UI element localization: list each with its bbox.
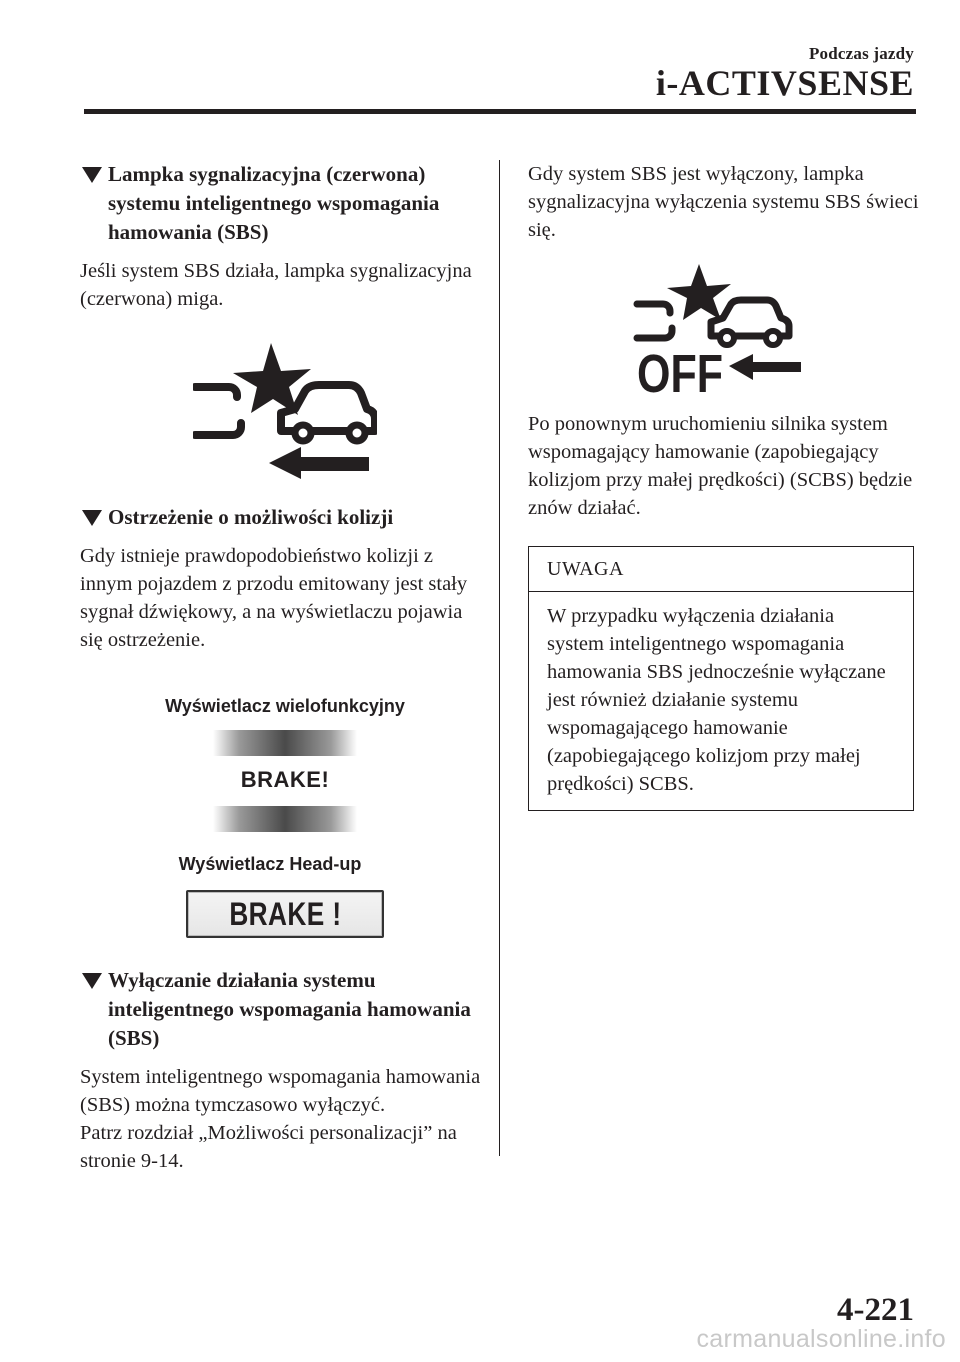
paragraph-see-section: Patrz rozdział „Możliwości personalizacji” na stronie 9-14. — [80, 1122, 457, 1172]
display-gradient-bottom — [213, 806, 357, 832]
paragraph-off-light: Gdy system SBS jest wyłączony, lampka sygnalizacyjna wyłączenia systemu SBS świeci się. — [528, 163, 919, 241]
paragraph-scbs-restart: Po ponownym uruchomieniu silnika system wspomagający hamowanie (zapobiegający kolizjom przy małej prędkości) (SCBS) będzie znów działać. — [528, 413, 913, 519]
note-body: W przypadku wyłączenia działania system inteligentnego wspomagania hamowania SBS jednocześnie wyłączane jest również działanie systemu wspomagającego hamowanie (zapobiegającego kolizjom przy małej prędkości) SCBS. — [547, 605, 886, 795]
heading-collision-warning: Ostrzeżenie o możliwości kolizji — [80, 503, 490, 532]
triangle-bullet-icon — [82, 510, 102, 526]
paragraph-warning-light: Jeśli system SBS działa, lampka sygnalizacyjna (czerwona) miga. — [80, 260, 472, 310]
chapter-title: i-ACTIVSENSE — [655, 63, 914, 103]
column-divider — [499, 160, 500, 1156]
section-title: Podczas jazdy — [808, 44, 914, 63]
left-column — [80, 160, 490, 1175]
hud-display-figure — [80, 850, 490, 938]
hud-brake-text: BRAKE ! — [228, 896, 342, 932]
note-title: UWAGA — [529, 547, 913, 592]
paragraph-sbs-off: System inteligentnego wspomagania hamowania (SBS) można tymczasowo wyłączyć. — [80, 1066, 481, 1116]
paragraph-collision-warning: Gdy istnieje prawdopodobieństwo kolizji z innym pojazdem z przodu emitowany jest stały sygnał dźwiękowy, a na wyświetlaczu pojawia się ostrzeżenie. — [80, 545, 468, 651]
heading-warning-light: Lampka sygnalizacyjna (czerwona) systemu inteligentnego wspomagania hamowania (SBS) — [80, 160, 490, 247]
multi-display-label: Wyświetlacz wielofunkcyjny — [165, 696, 405, 716]
right-column — [528, 160, 928, 811]
sbs-warning-icon — [80, 343, 490, 479]
heading-sbs-off: Wyłączanie działania systemu inteligentnego wspomagania hamowania (SBS) — [80, 966, 490, 1053]
off-icon-text: OFF — [637, 344, 723, 394]
hud-display-label: Wyświetlacz Head-up — [178, 854, 362, 874]
multi-display-figure — [80, 692, 490, 832]
note-box — [528, 546, 914, 811]
header-rule — [84, 109, 916, 114]
page-number: 4-221 — [837, 1292, 914, 1328]
triangle-bullet-icon — [82, 973, 102, 989]
watermark: carmanualsonline.info — [696, 1325, 946, 1353]
triangle-bullet-icon — [82, 167, 102, 183]
hud-display-panel — [186, 890, 384, 938]
display-gradient-top — [213, 730, 357, 756]
multi-display-brake-text: BRAKE! — [240, 767, 330, 792]
sbs-off-icon — [528, 264, 908, 394]
